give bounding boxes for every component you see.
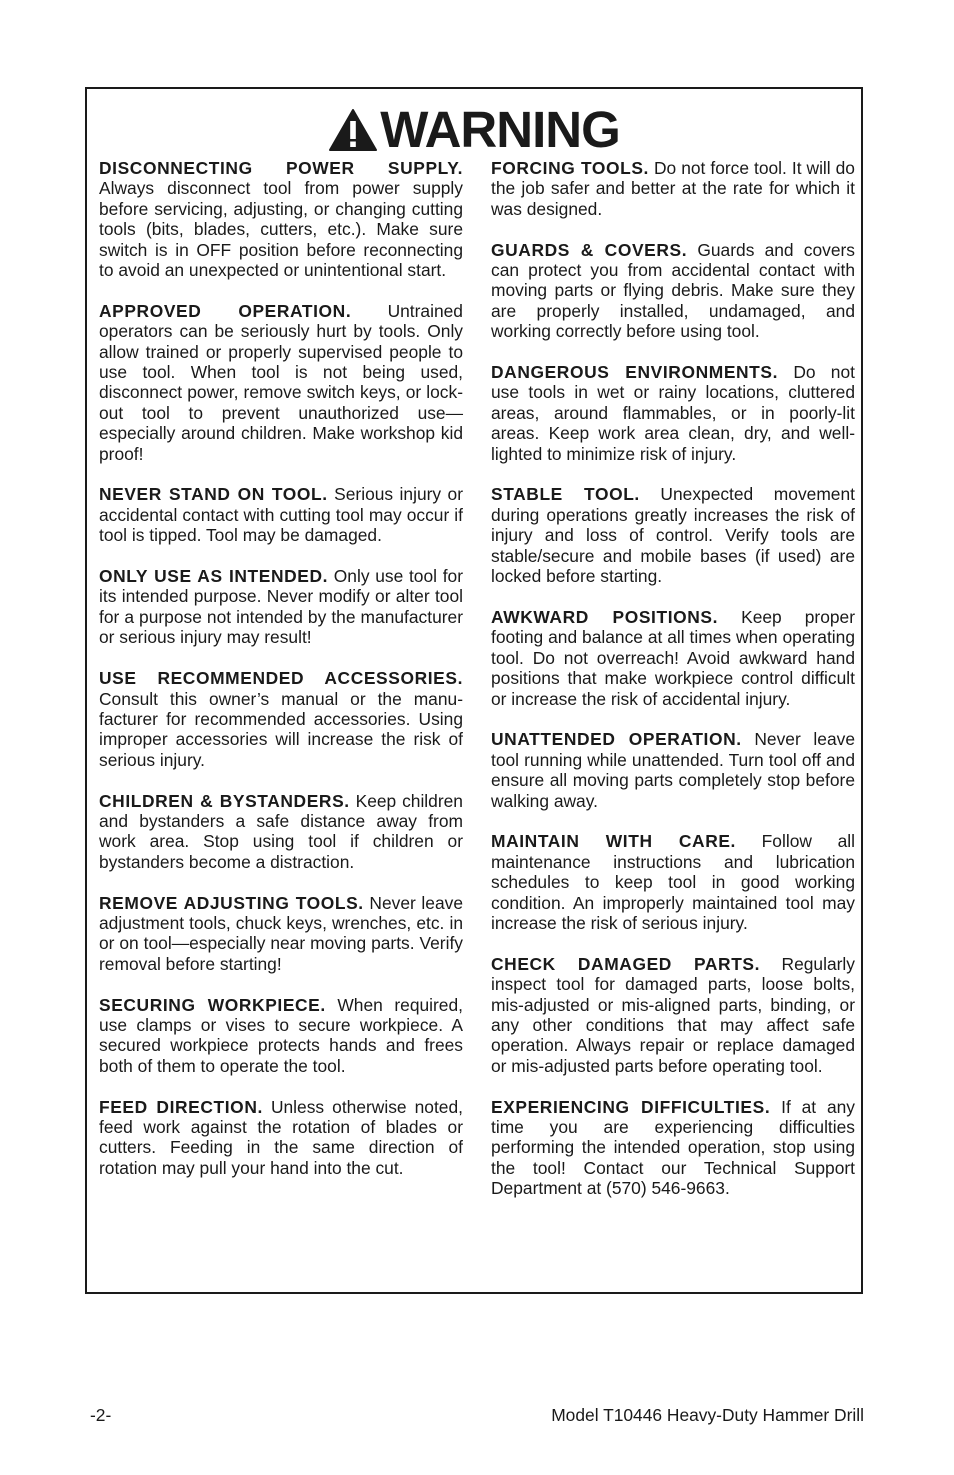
warning-box <box>85 87 863 1294</box>
rule-heading: FORCING TOOLS. <box>491 158 649 178</box>
safety-rule <box>491 362 855 464</box>
rule-body: Never leave tool running while unattended. Turn tool off and ensure all moving parts completely stop before walking away. <box>491 729 855 811</box>
safety-rule <box>491 240 855 342</box>
rule-body: Unless otherwise noted, feed work against the rotation of blades or cutters. Feeding in the same direction of rotation may pull your hand into the cut. <box>99 1096 463 1178</box>
rule-body: Serious injury or accidental contact with cutting tool may occur if tool is tipped. Tool may be damaged. <box>99 484 463 546</box>
safety-rule <box>99 995 463 1077</box>
rule-body: Unexpected movement during operations greatly increases the risk of injury and loss of control. Verify tools are stable/secure and mobile bases (if used) are locked before starting. <box>491 484 855 587</box>
rule-body: Never leave adjustment tools, chuck keys, wrenches, etc. in or on tool—especially near moving parts. Verify removal before starting! <box>99 892 464 974</box>
right-column <box>491 158 855 1219</box>
page-number: -2- <box>90 1405 112 1425</box>
safety-rule <box>491 484 855 586</box>
rule-heading: FEED DIRECTION. <box>99 1096 263 1117</box>
rule-body: Follow all maintenance instructions and lubrication schedules to keep tool in good working condition. An improperly maintained tool may increase the risk of serious injury. <box>491 831 855 933</box>
rule-heading: CHILDREN & BYSTANDERS. <box>99 790 350 811</box>
safety-rule <box>491 831 855 933</box>
rule-heading: GUARDS & COVERS. <box>491 239 688 260</box>
rule-heading: EXPERIENCING DIFFICULTIES. <box>491 1096 771 1117</box>
rule-heading: CHECK DAMAGED PARTS. <box>491 953 761 974</box>
rule-body: Consult this owner’s manual or the manufacturer for recommended accessories. Using improper accessories will increase the risk of serious injury. <box>99 688 463 770</box>
rule-body: Keep proper footing and balance at all times when operating tool. Do not overreach! Avoid awkward hand positions that make workpiece control difficult or increase the risk of accidental injury. <box>491 606 855 709</box>
safety-rule <box>99 566 463 648</box>
safety-rule <box>491 729 855 811</box>
rule-heading: AWKWARD POSITIONS. <box>491 606 719 627</box>
rule-body: Only use tool for its intended purpose. Never modify or alter tool for a purpose not intended by the manufacturer or serious injury may result! <box>99 566 463 648</box>
warning-header <box>87 99 861 159</box>
rule-heading: USE RECOMMENDED ACCESSORIES. <box>99 668 463 689</box>
rule-heading: NEVER STAND ON TOOL. <box>99 484 328 505</box>
rule-body: Regularly inspect tool for damaged parts, loose bolts, mis-adjusted or mis-aligned parts, binding, or any other conditions that may affect safe operation. Always repair or replace damaged or mis-adjusted parts before operating tool. <box>491 953 855 1076</box>
rule-body: Guards and covers can protect you from accidental contact with moving parts or flying debris. Make sure they are properly installed, undamaged, and working correctly before using tool. <box>491 239 855 342</box>
rule-heading: DANGEROUS ENVIRONMENTS. <box>491 362 779 383</box>
rule-heading: DISCONNECTING POWER SUPPLY. <box>99 158 463 178</box>
rule-body: If at any time you are experiencing difficulties performing the intended operation, stop using the tool! Contact our Technical Support Department at (570) 546-9663. <box>491 1096 855 1199</box>
safety-rule <box>491 607 855 709</box>
safety-rule <box>491 954 855 1076</box>
rule-body: Keep children and bystanders a safe distance away from work area. Stop using tool if children or bystanders become a distraction. <box>99 790 463 872</box>
safety-rule <box>99 1097 463 1179</box>
warning-title: WARNING <box>380 100 620 158</box>
rule-heading: APPROVED OPERATION. <box>99 300 352 321</box>
rule-heading: ONLY USE AS INTENDED. <box>99 566 329 587</box>
left-column <box>99 158 463 1199</box>
model-name: Model T10446 Heavy-Duty Hammer Drill <box>551 1405 864 1425</box>
rule-heading: STABLE TOOL. <box>491 484 640 505</box>
rule-body: Untrained operators can be seriously hurt by tools. Only allow trained or properly supervised people to use tool. When tool is not being used, disconnect power, remove switch keys, or lock-out tool to prevent unauthorized use—especially around children. Make workshop kid proof! <box>99 300 463 464</box>
safety-rule <box>99 158 463 280</box>
rule-body: Do not force tool. It will do the job safer and better at the rate for which it was designed. <box>491 158 855 219</box>
rule-heading: SECURING WORKPIECE. <box>99 994 326 1015</box>
rule-heading: REMOVE ADJUSTING TOOLS. <box>99 892 364 913</box>
rule-heading: MAINTAIN WITH CARE. <box>491 831 736 852</box>
safety-rule <box>491 1097 855 1199</box>
warning-triangle-icon <box>328 108 378 152</box>
rule-body: Always disconnect tool from power supply before servicing, adjusting, or changing cutting tools (bits, blades, cutters, etc.). Make sure switch is in OFF position before reconnecting to avoid an unexpected or unintentional start. <box>99 178 463 281</box>
safety-rule <box>99 301 463 464</box>
rule-body: When required, use clamps or vises to secure workpiece. A secured workpiece protects hands and frees both of them to operate the tool. <box>99 994 463 1076</box>
safety-rule <box>99 484 463 545</box>
safety-rule <box>491 158 855 219</box>
safety-rule <box>99 668 463 770</box>
rule-heading: UNATTENDED OPERATION. <box>491 729 742 750</box>
safety-rule <box>99 791 463 873</box>
safety-rule <box>99 893 463 975</box>
rule-body: Do not use tools in wet or rainy locations, cluttered areas, around flammables, or in poorly-lit areas. Keep work area clean, dry, and well-lighted to minimize risk of injury. <box>491 362 855 464</box>
